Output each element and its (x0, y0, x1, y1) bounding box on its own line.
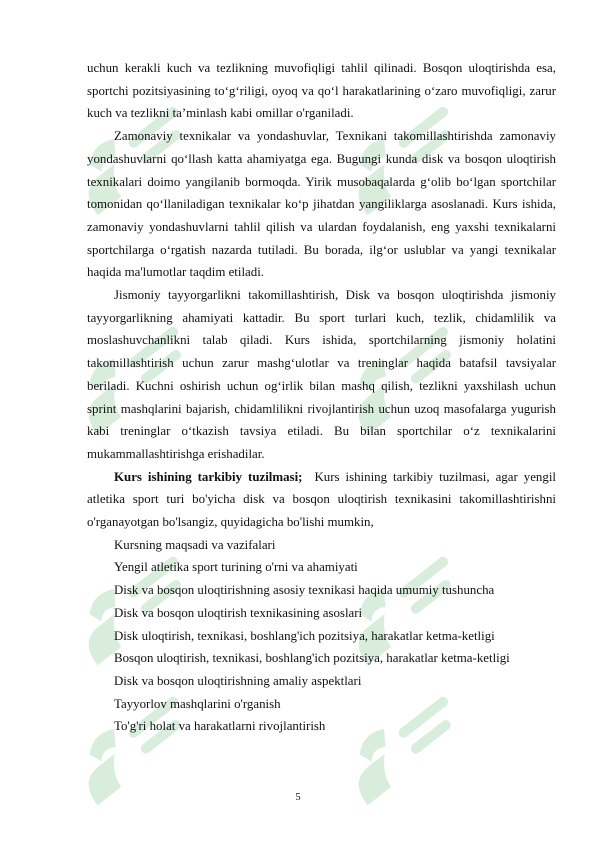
list-item: Disk va bosqon uloqtirishning amaliy aspektlari (114, 673, 362, 688)
structure-text: Kurs ishining tarkibiy tuzilmasi, agar yengil atletika sport turi bo'yicha disk va bosqon uloqtirish texnikasini takomillashtirishni o'rganayotgan bo'lsangiz, quyidagicha bo'lishi mumkin, (87, 469, 556, 530)
paragraph-2: Zamonaviy texnikalar va yondashuvlar, Texnikani takomillashtirishda zamonaviy yondashuvlarni qo‘llash katta ahamiyatga ega. Bugungi kunda disk va bosqon uloqtirish texnikalari doimo yangilanib bormoqda. Yirik musobaqalarda g‘olib bo‘lgan sportchilar tomonidan qo‘llaniladigan texnikalar ko‘p jihatdan yangiliklarga asoslanadi. Kurs ishida, zamonaviy yondashuvlarni tahlil qilish va ulardan foydalanish, eng yaxshi texnikalarni sportchilarga o‘rgatish nazarda tutiladi. Bu borada, ilg‘or uslublar va yangi texnikalar haqida ma'lumotlar taqdim etiladi. (87, 129, 556, 280)
list-item: Tayyorlov mashqlarini o'rganish (114, 696, 281, 711)
document-body (87, 57, 556, 738)
paragraph-1: uchun kerakli kuch va tezlikning muvofiqligi tahlil qilinadi. Bosqon uloqtirishda esa, sportchi pozitsiyasining to‘g‘riligi, oyoq va qo‘l harakatlarining o‘zaro muvofiqligi, zarur kuch va tezlikni ta’minlash kabi omillar o'rganiladi. (87, 61, 556, 121)
list-item: Disk va bosqon uloqtirish texnikasining asoslari (114, 605, 363, 620)
list-item: Disk va bosqon uloqtirishning asosiy texnikasi haqida umumiy tushuncha (114, 583, 495, 598)
outline-list (87, 534, 556, 738)
structure-paragraph (87, 466, 556, 534)
list-item: To'g'ri holat va harakatlarni rivojlantirish (114, 719, 326, 734)
structure-heading: Kurs ishining tarkibiy tuzilmasi; (114, 469, 303, 484)
list-item: Yengil atletika sport turining o'rni va ahamiyati (114, 560, 358, 575)
page-number: 5 (295, 792, 301, 803)
list-item: Kursning maqsadi va vazifalari (114, 537, 276, 552)
list-item: Disk uloqtirish, texnikasi, boshlang'ich pozitsiya, harakatlar ketma-ketligi (114, 628, 495, 643)
paragraph-3: Jismoniy tayyorgarlikni takomillashtirish, Disk va bosqon uloqtirishda jismoniy tayyorgarlikning ahamiyati kattadir. Bu sport turlari kuch, tezlik, chidamlilik va moslashuvchanlikni talab qiladi. Kurs ishida, sportchilarning jismoniy holatini takomillashtirish uchun zarur mashg‘ulotlar va treninglar haqida batafsil tavsiyalar beriladi. Kuchni oshirish uchun og‘irlik bilan mashq qilish, tezlikni yaxshilash uchun sprint mashqlarini bajarish, chidamlilikni rivojlantirish uchun uzoq masofalarga yugurish kabi treninglar o‘tkazish tavsiya etiladi. Bu bilan sportchilar o‘z texnikalarini mukammallashtirishga erishadilar. (87, 288, 556, 461)
list-item: Bosqon uloqtirish, texnikasi, boshlang'ich pozitsiya, harakatlar ketma-ketligi (114, 651, 510, 666)
